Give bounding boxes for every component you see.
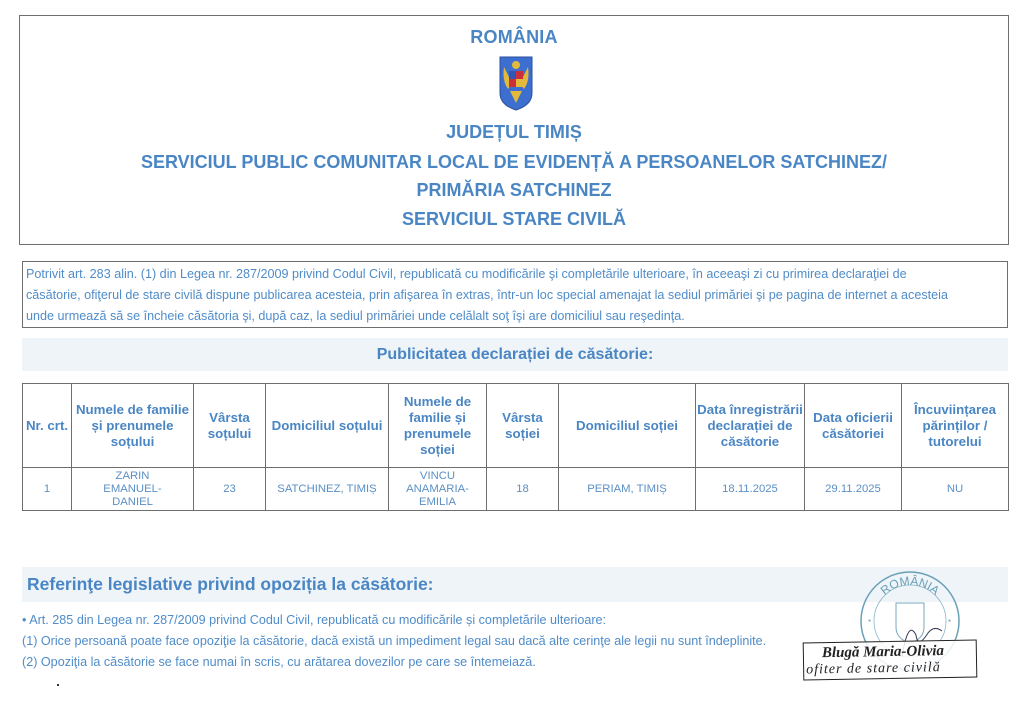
marriage-declaration-table — [22, 383, 1009, 511]
service-title-line2: PRIMĂRIA SATCHINEZ — [416, 180, 612, 200]
table-row — [23, 468, 1009, 511]
stamp-text: ROMÂNIA — [877, 573, 943, 598]
legal-notice-line: unde urmează să se încheie căsătoria şi, după caz, la sediul primăriei unde celălalt soţ îşi are domiciliul sau reşedinţa. — [26, 309, 685, 323]
column-header-wife-age: Vârsta soției — [487, 384, 559, 468]
svg-text:*: * — [868, 618, 872, 627]
legal-notice — [22, 261, 1008, 328]
cell-wedding-date: 29.11.2025 — [805, 468, 902, 511]
cell-wife-name: VINCU ANAMARIA-EMILIA — [389, 468, 487, 511]
legal-notice-line: Potrivit art. 283 alin. (1) din Legea nr. 287/2009 privind Codul Civil, republicată cu modificările şi completările ulterioare, în aceeaşi zi cu primirea declaraţiei de — [26, 267, 907, 281]
references-title: Referinţe legislative privind opoziția la căsătorie: — [27, 574, 434, 594]
column-header-husband-domicile: Domiciliul soțului — [266, 384, 389, 468]
legal-notice-line: căsătorie, ofiţerul de stare civilă dispune publicarea acesteia, prin afişarea în extras, într-un loc special amenajat la sediul primăriei şi pe pagina de internet a acesteia — [26, 288, 948, 302]
publication-title: Publicitatea declarației de căsătorie: — [376, 346, 654, 363]
column-header-wedding-date: Data oficierii căsătoriei — [805, 384, 902, 468]
country-title: ROMÂNIA — [470, 27, 558, 47]
reference-line: (1) Orice persoană poate face opoziţie la căsătorie, dacă există un impediment legal sau dacă alte cerinţe ale legii nu sunt îndeplinite. — [22, 634, 767, 648]
romania-coat-of-arms-icon — [498, 53, 534, 111]
cell-husband-age: 23 — [194, 468, 266, 511]
reference-line: • Art. 285 din Legea nr. 287/2009 privind Codul Civil, republicată cu modificările și completările ulterioare: — [22, 613, 607, 627]
signature-name: Blugă Maria-Olivia — [821, 643, 945, 662]
scan-speck — [57, 684, 59, 686]
column-header-wife-domicile: Domiciliul soției — [559, 384, 696, 468]
cell-parental-consent: NU — [902, 468, 1009, 511]
service-title-line3: SERVICIUL STARE CIVILĂ — [401, 209, 627, 229]
svg-text:*: * — [948, 618, 952, 627]
service-title-line1: SERVICIUL PUBLIC COMUNITAR LOCAL DE EVIDENȚĂ A PERSOANELOR SATCHINEZ/ — [140, 152, 888, 172]
cell-husband-name: ZARIN EMANUEL-DANIEL — [72, 468, 194, 511]
cell-registration-date: 18.11.2025 — [696, 468, 805, 511]
column-header-nr: Nr. crt. — [23, 384, 72, 468]
references-list — [22, 610, 766, 673]
column-header-parental-consent: Încuviințarea părinților / tutorelui — [902, 384, 1009, 468]
header-box — [19, 15, 1009, 245]
cell-nr: 1 — [23, 468, 72, 511]
cell-wife-age: 18 — [487, 468, 559, 511]
signature-box — [803, 639, 978, 680]
cell-wife-domicile: PERIAM, TIMIȘ — [559, 468, 696, 511]
column-header-husband-age: Vârsta soțului — [194, 384, 266, 468]
cell-husband-domicile: SATCHINEZ, TIMIȘ — [266, 468, 389, 511]
publication-band — [22, 338, 1008, 371]
signature-role: ofiter de stare civilă — [806, 660, 941, 678]
reference-line: (2) Opoziţia la căsătorie se face numai în scris, cu arătarea dovezilor pe care se întemeiază. — [22, 655, 536, 669]
table-header-row — [23, 384, 1009, 468]
column-header-registration-date: Data înregistrării declarației de căsătorie — [696, 384, 805, 468]
column-header-wife-name: Numele de familie și prenumele soției — [389, 384, 487, 468]
column-header-husband-name: Numele de familie și prenumele soțului — [72, 384, 194, 468]
county-title: JUDEȚUL TIMIȘ — [446, 122, 582, 142]
